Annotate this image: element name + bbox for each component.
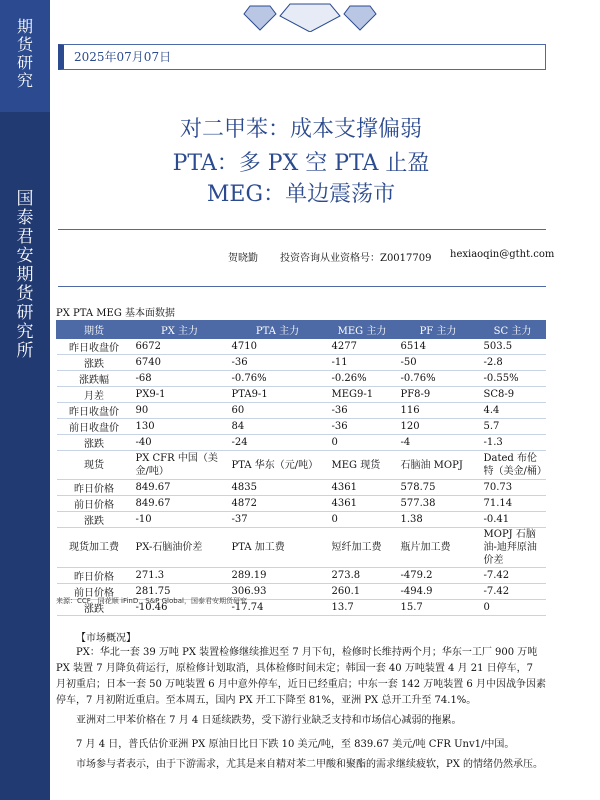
table-cell: 273.8	[328, 568, 397, 584]
row-label-cell: 昨日收盘价	[57, 339, 132, 355]
table-cell: Dated 布伦特（美金/桶）	[480, 451, 546, 480]
divider	[58, 286, 546, 287]
row-label-cell: 涨跌	[57, 435, 132, 451]
col-header: PF 主力	[397, 321, 480, 339]
table-cell: PTA9-1	[228, 387, 328, 403]
table-cell: 4277	[328, 339, 397, 355]
table-cell: MOPJ 石脑油-迪拜原油价差	[480, 528, 546, 568]
table-cell: 260.1	[328, 584, 397, 600]
table-row	[57, 403, 546, 419]
table-cell: 6740	[132, 355, 228, 371]
author-email: hexiaoqin@gtht.com	[450, 249, 555, 260]
table-cell: 瓶片加工费	[397, 528, 480, 568]
table-cell: -36	[228, 355, 328, 371]
table-cell: 577.38	[397, 496, 480, 512]
company-name-text: 国泰君安期货研究所	[16, 189, 34, 361]
table-cell: 0	[480, 600, 546, 616]
report-date: 2025年07月07日	[74, 50, 172, 64]
table-cell: 84	[228, 419, 328, 435]
table-cell: 1.38	[397, 512, 480, 528]
table-cell: 5.7	[480, 419, 546, 435]
table-cell: 849.67	[132, 496, 228, 512]
table-cell: PTA 加工费	[228, 528, 328, 568]
section-heading: 【市场概况】	[76, 633, 136, 644]
row-label-cell: 月差	[57, 387, 132, 403]
table-cell: 281.75	[132, 584, 228, 600]
table-header-row	[57, 321, 546, 339]
table-row	[57, 528, 546, 568]
fundamentals-table	[56, 320, 546, 616]
col-header: PTA 主力	[228, 321, 328, 339]
table-row	[57, 371, 546, 387]
row-label-cell: 昨日价格	[57, 480, 132, 496]
row-label-cell: 现货加工费	[57, 528, 132, 568]
table-cell: -17.74	[228, 600, 328, 616]
table-cell: -0.76%	[397, 371, 480, 387]
table-cell: 289.19	[228, 568, 328, 584]
table-cell: 90	[132, 403, 228, 419]
table-cell: -479.2	[397, 568, 480, 584]
table-cell: PF8-9	[397, 387, 480, 403]
table-cell: 0	[328, 512, 397, 528]
table-cell: 4.4	[480, 403, 546, 419]
table-cell: 4710	[228, 339, 328, 355]
col-header: 期货	[57, 321, 132, 339]
table-cell: PX-石脑油价差	[132, 528, 228, 568]
table-cell: -1.3	[480, 435, 546, 451]
paragraph: 市场参与者表示，由于下游需求，尤其是来自精对苯二甲酸和聚酯的需求继续疲软，PX 的情绪仍然承压。	[76, 759, 544, 770]
row-label-cell: 涨跌	[57, 512, 132, 528]
row-label-cell: 前日价格	[57, 584, 132, 600]
table-cell: 849.67	[132, 480, 228, 496]
table-cell: -0.76%	[228, 371, 328, 387]
row-label-cell: 涨跌	[57, 600, 132, 616]
table-cell: -7.42	[480, 584, 546, 600]
table-cell: 271.3	[132, 568, 228, 584]
table-cell: MEG9-1	[328, 387, 397, 403]
paragraph: 7 月 4 日，普氏估价亚洲 PX 原油日比日下跌 10 美元/吨，至 839.67 美元/吨 CFR Unv1/中国。	[76, 739, 515, 750]
table-row	[57, 496, 546, 512]
table-cell: 13.7	[328, 600, 397, 616]
sidebar-brand-tag	[0, 0, 50, 112]
table-cell: -4	[397, 435, 480, 451]
table-cell: 70.73	[480, 480, 546, 496]
author-name: 贺晓勤	[228, 253, 258, 264]
table-cell: PX9-1	[132, 387, 228, 403]
table-row	[57, 480, 546, 496]
table-cell: 6514	[397, 339, 480, 355]
table-cell: 短纤加工费	[328, 528, 397, 568]
table-cell: 4872	[228, 496, 328, 512]
col-header: PX 主力	[132, 321, 228, 339]
table-cell: 4835	[228, 480, 328, 496]
table-cell: PX CFR 中国（美金/吨）	[132, 451, 228, 480]
row-label-cell: 昨日收盘价	[57, 403, 132, 419]
table-cell: 0	[328, 435, 397, 451]
paragraph: PX：华北一套 39 万吨 PX 装置检修继续推迟至 7 月下旬，检修时长维持两个月；华东一工厂 900 万吨 PX 装置 7 月降负荷运行，原检修计划取消，具体检修时间未定；韩国一套 40 万吨装置 4 月 21 日停车，7 月初重启；日本一套 50 万吨装置 6 月中意外停车，近日已经重启；中东一套 142 万吨装置 6 月中因战争因素停车，7 月初附近重启。至本周五，国内 PX 开工下降至 81%，亚洲 PX 总开工升至 74.1%。	[56, 647, 546, 706]
table-row	[57, 451, 546, 480]
table-row	[57, 355, 546, 371]
table-cell: -0.41	[480, 512, 546, 528]
table-cell: -10.46	[132, 600, 228, 616]
table-source: 来源：CCF，同花顺 iFinD，S&P Global，国泰君安期货研究	[56, 597, 247, 605]
row-label-cell: 现货	[57, 451, 132, 480]
diamond-logo-icon	[230, 2, 390, 32]
sidebar	[0, 0, 50, 800]
table-cell: 石脑油 MOPJ	[397, 451, 480, 480]
table-cell: 116	[397, 403, 480, 419]
table-cell: 503.5	[480, 339, 546, 355]
table-cell: -0.55%	[480, 371, 546, 387]
col-header: MEG 主力	[328, 321, 397, 339]
table-cell: -36	[328, 419, 397, 435]
table-cell: 578.75	[397, 480, 480, 496]
row-label-cell: 昨日价格	[57, 568, 132, 584]
table-row	[57, 568, 546, 584]
table-cell: SC8-9	[480, 387, 546, 403]
table-cell: -68	[132, 371, 228, 387]
row-label-cell: 涨跌	[57, 355, 132, 371]
table-cell: 71.14	[480, 496, 546, 512]
table-cell: -11	[328, 355, 397, 371]
table-cell: -50	[397, 355, 480, 371]
table-cell: -7.42	[480, 568, 546, 584]
table-row	[57, 387, 546, 403]
table-cell: 130	[132, 419, 228, 435]
table-cell: MEG 现货	[328, 451, 397, 480]
row-label-cell: 涨跌幅	[57, 371, 132, 387]
table-cell: 60	[228, 403, 328, 419]
table-cell: PTA 华东（元/吨）	[228, 451, 328, 480]
table-cell: -10	[132, 512, 228, 528]
table-cell: 4361	[328, 480, 397, 496]
date-banner	[58, 44, 546, 70]
paragraph: 亚洲对二甲苯价格在 7 月 4 日延续跌势，受下游行业缺乏支持和市场信心减弱的拖累。	[76, 715, 462, 726]
table-cell: -36	[328, 403, 397, 419]
table-cell: -0.26%	[328, 371, 397, 387]
col-header: SC 主力	[480, 321, 546, 339]
table-cell: 120	[397, 419, 480, 435]
table-row	[57, 512, 546, 528]
author-cert: 投资咨询从业资格号：Z0017709	[280, 253, 432, 264]
divider	[58, 229, 546, 230]
table-cell: 4361	[328, 496, 397, 512]
table-row	[57, 419, 546, 435]
table-caption: PX PTA MEG 基本面数据	[56, 308, 175, 319]
row-label-cell: 前日价格	[57, 496, 132, 512]
table-cell: 306.93	[228, 584, 328, 600]
sidebar-top-text: 期货研究	[16, 17, 33, 90]
table-cell: 15.7	[397, 600, 480, 616]
report-title-px: 对二甲苯：成本支撑偏弱	[179, 117, 422, 142]
table-cell: 6672	[132, 339, 228, 355]
table-cell: -24	[228, 435, 328, 451]
table-row	[57, 435, 546, 451]
table-cell: -2.8	[480, 355, 546, 371]
row-label-cell: 前日收盘价	[57, 419, 132, 435]
table-cell: -494.9	[397, 584, 480, 600]
report-title-meg: MEG：单边震荡市	[206, 182, 396, 207]
table-row	[57, 339, 546, 355]
table-cell: -37	[228, 512, 328, 528]
table-cell: -40	[132, 435, 228, 451]
sidebar-company-name	[0, 190, 50, 361]
report-title-pta: PTA：多 PX 空 PTA 止盈	[172, 151, 430, 176]
